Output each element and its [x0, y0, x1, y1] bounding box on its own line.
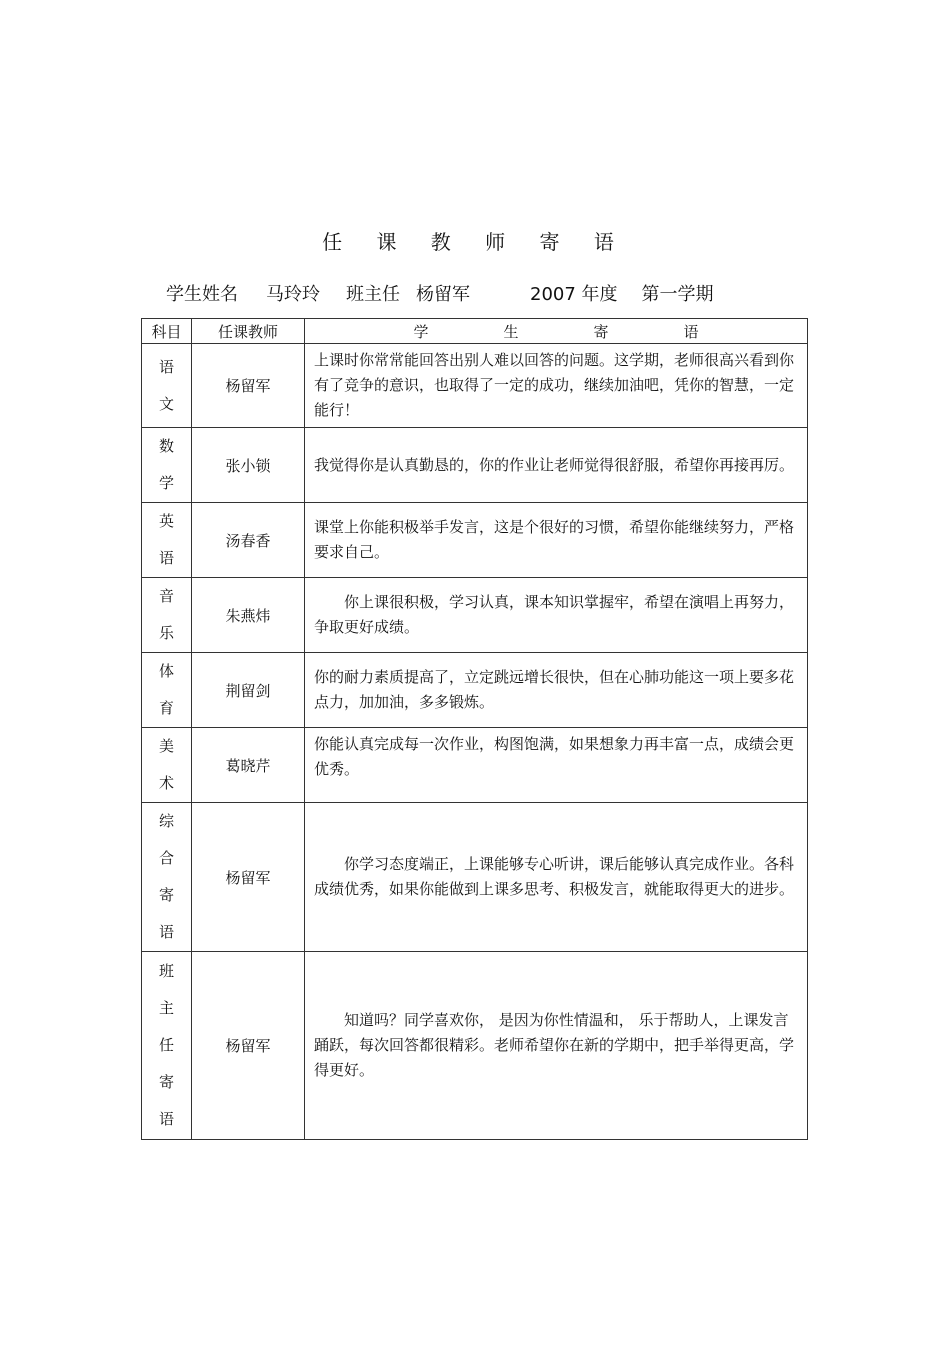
header-comment: 学 生 寄 语 — [305, 319, 808, 344]
teacher-cell: 张小锁 — [192, 428, 305, 503]
subject-char: 文 — [158, 394, 174, 413]
teacher-cell: 汤春香 — [192, 503, 305, 578]
table-row — [142, 803, 808, 952]
subject-cell — [142, 803, 192, 952]
subject-cell — [142, 578, 192, 653]
comment-cell: 你能认真完成每一次作业，构图饱满，如果想象力再丰富一点，成绩会更优秀。 — [305, 728, 808, 803]
head-teacher-label: 班主任 — [346, 284, 400, 305]
comment-cell: 你的耐力素质提高了，立定跳远增长很快，但在心肺功能这一项上要多花点力，加加油，多多锻炼。 — [305, 653, 808, 728]
subject-cell — [142, 503, 192, 578]
student-name: 马玲玲 — [266, 284, 320, 305]
teacher-cell: 杨留军 — [192, 803, 305, 952]
subject-char: 美 — [158, 737, 174, 755]
head-teacher-name: 杨留军 — [416, 284, 470, 305]
table-row — [142, 952, 808, 1140]
school-year: 2007 年度 — [530, 284, 618, 305]
comment-cell: 知道吗？同学喜欢你， 是因为你性情温和， 乐于帮助人，上课发言踊跃，每次回答都很精彩。老师希望你在新的学期中，把手举得更高，学得更好。 — [305, 952, 808, 1140]
subject-char: 主 — [158, 999, 174, 1017]
table-row — [142, 728, 808, 803]
table-header-row — [142, 319, 808, 344]
subject-char: 综 — [158, 812, 174, 830]
subject-cell — [142, 728, 192, 803]
header-subject: 科目 — [142, 319, 192, 344]
subject-char: 音 — [158, 587, 174, 605]
subject-char: 语 — [158, 357, 174, 376]
subject-cell — [142, 653, 192, 728]
header-teacher: 任课教师 — [192, 319, 305, 344]
subject-char: 乐 — [158, 624, 174, 642]
table-row — [142, 653, 808, 728]
comment-cell: 课堂上你能积极举手发言，这是个很好的习惯，希望你能继续努力，严格要求自己。 — [305, 503, 808, 578]
comment-cell: 你学习态度端正，上课能够专心听讲，课后能够认真完成作业。各科成绩优秀，如果你能做到上课多思考、积极发言，就能取得更大的进步。 — [305, 803, 808, 952]
name-label: 学生姓名 — [166, 284, 238, 305]
table-row — [142, 578, 808, 653]
subject-char: 学 — [158, 474, 174, 492]
comment-cell: 我觉得你是认真勤恳的，你的作业让老师觉得很舒服，希望你再接再厉。 — [305, 428, 808, 503]
table-row — [142, 503, 808, 578]
subject-char: 任 — [158, 1036, 174, 1054]
subject-char: 寄 — [158, 886, 174, 904]
page-title: 任 课 教 师 寄 语 — [322, 230, 628, 254]
teacher-cell: 杨留军 — [192, 952, 305, 1140]
subject-char: 语 — [158, 1110, 174, 1128]
student-info-line — [166, 280, 714, 306]
table-row — [142, 428, 808, 503]
comment-cell: 你上课很积极，学习认真，课本知识掌握牢，希望在演唱上再努力，争取更好成绩。 — [305, 578, 808, 653]
subject-char: 术 — [158, 774, 174, 792]
comments-table — [141, 318, 808, 1140]
comment-cell: 上课时你常常能回答出别人难以回答的问题。这学期，老师很高兴看到你有了竞争的意识，也取得了一定的成功，继续加油吧，凭你的智慧，一定能行！ — [305, 344, 808, 428]
term: 第一学期 — [641, 284, 714, 305]
subject-char: 寄 — [158, 1073, 174, 1091]
subject-char: 育 — [158, 699, 174, 717]
subject-char: 数 — [158, 437, 174, 455]
table-row — [142, 344, 808, 428]
subject-char: 语 — [158, 549, 174, 567]
subject-cell — [142, 344, 192, 428]
teacher-cell: 荆留剑 — [192, 653, 305, 728]
subject-char: 体 — [158, 662, 174, 680]
teacher-cell: 朱燕炜 — [192, 578, 305, 653]
subject-char: 班 — [158, 962, 174, 980]
teacher-cell: 杨留军 — [192, 344, 305, 428]
subject-char: 语 — [158, 923, 174, 941]
subject-char: 英 — [158, 512, 174, 530]
subject-cell — [142, 952, 192, 1140]
subject-char: 合 — [158, 849, 174, 867]
subject-cell — [142, 428, 192, 503]
teacher-cell: 葛晓芹 — [192, 728, 305, 803]
